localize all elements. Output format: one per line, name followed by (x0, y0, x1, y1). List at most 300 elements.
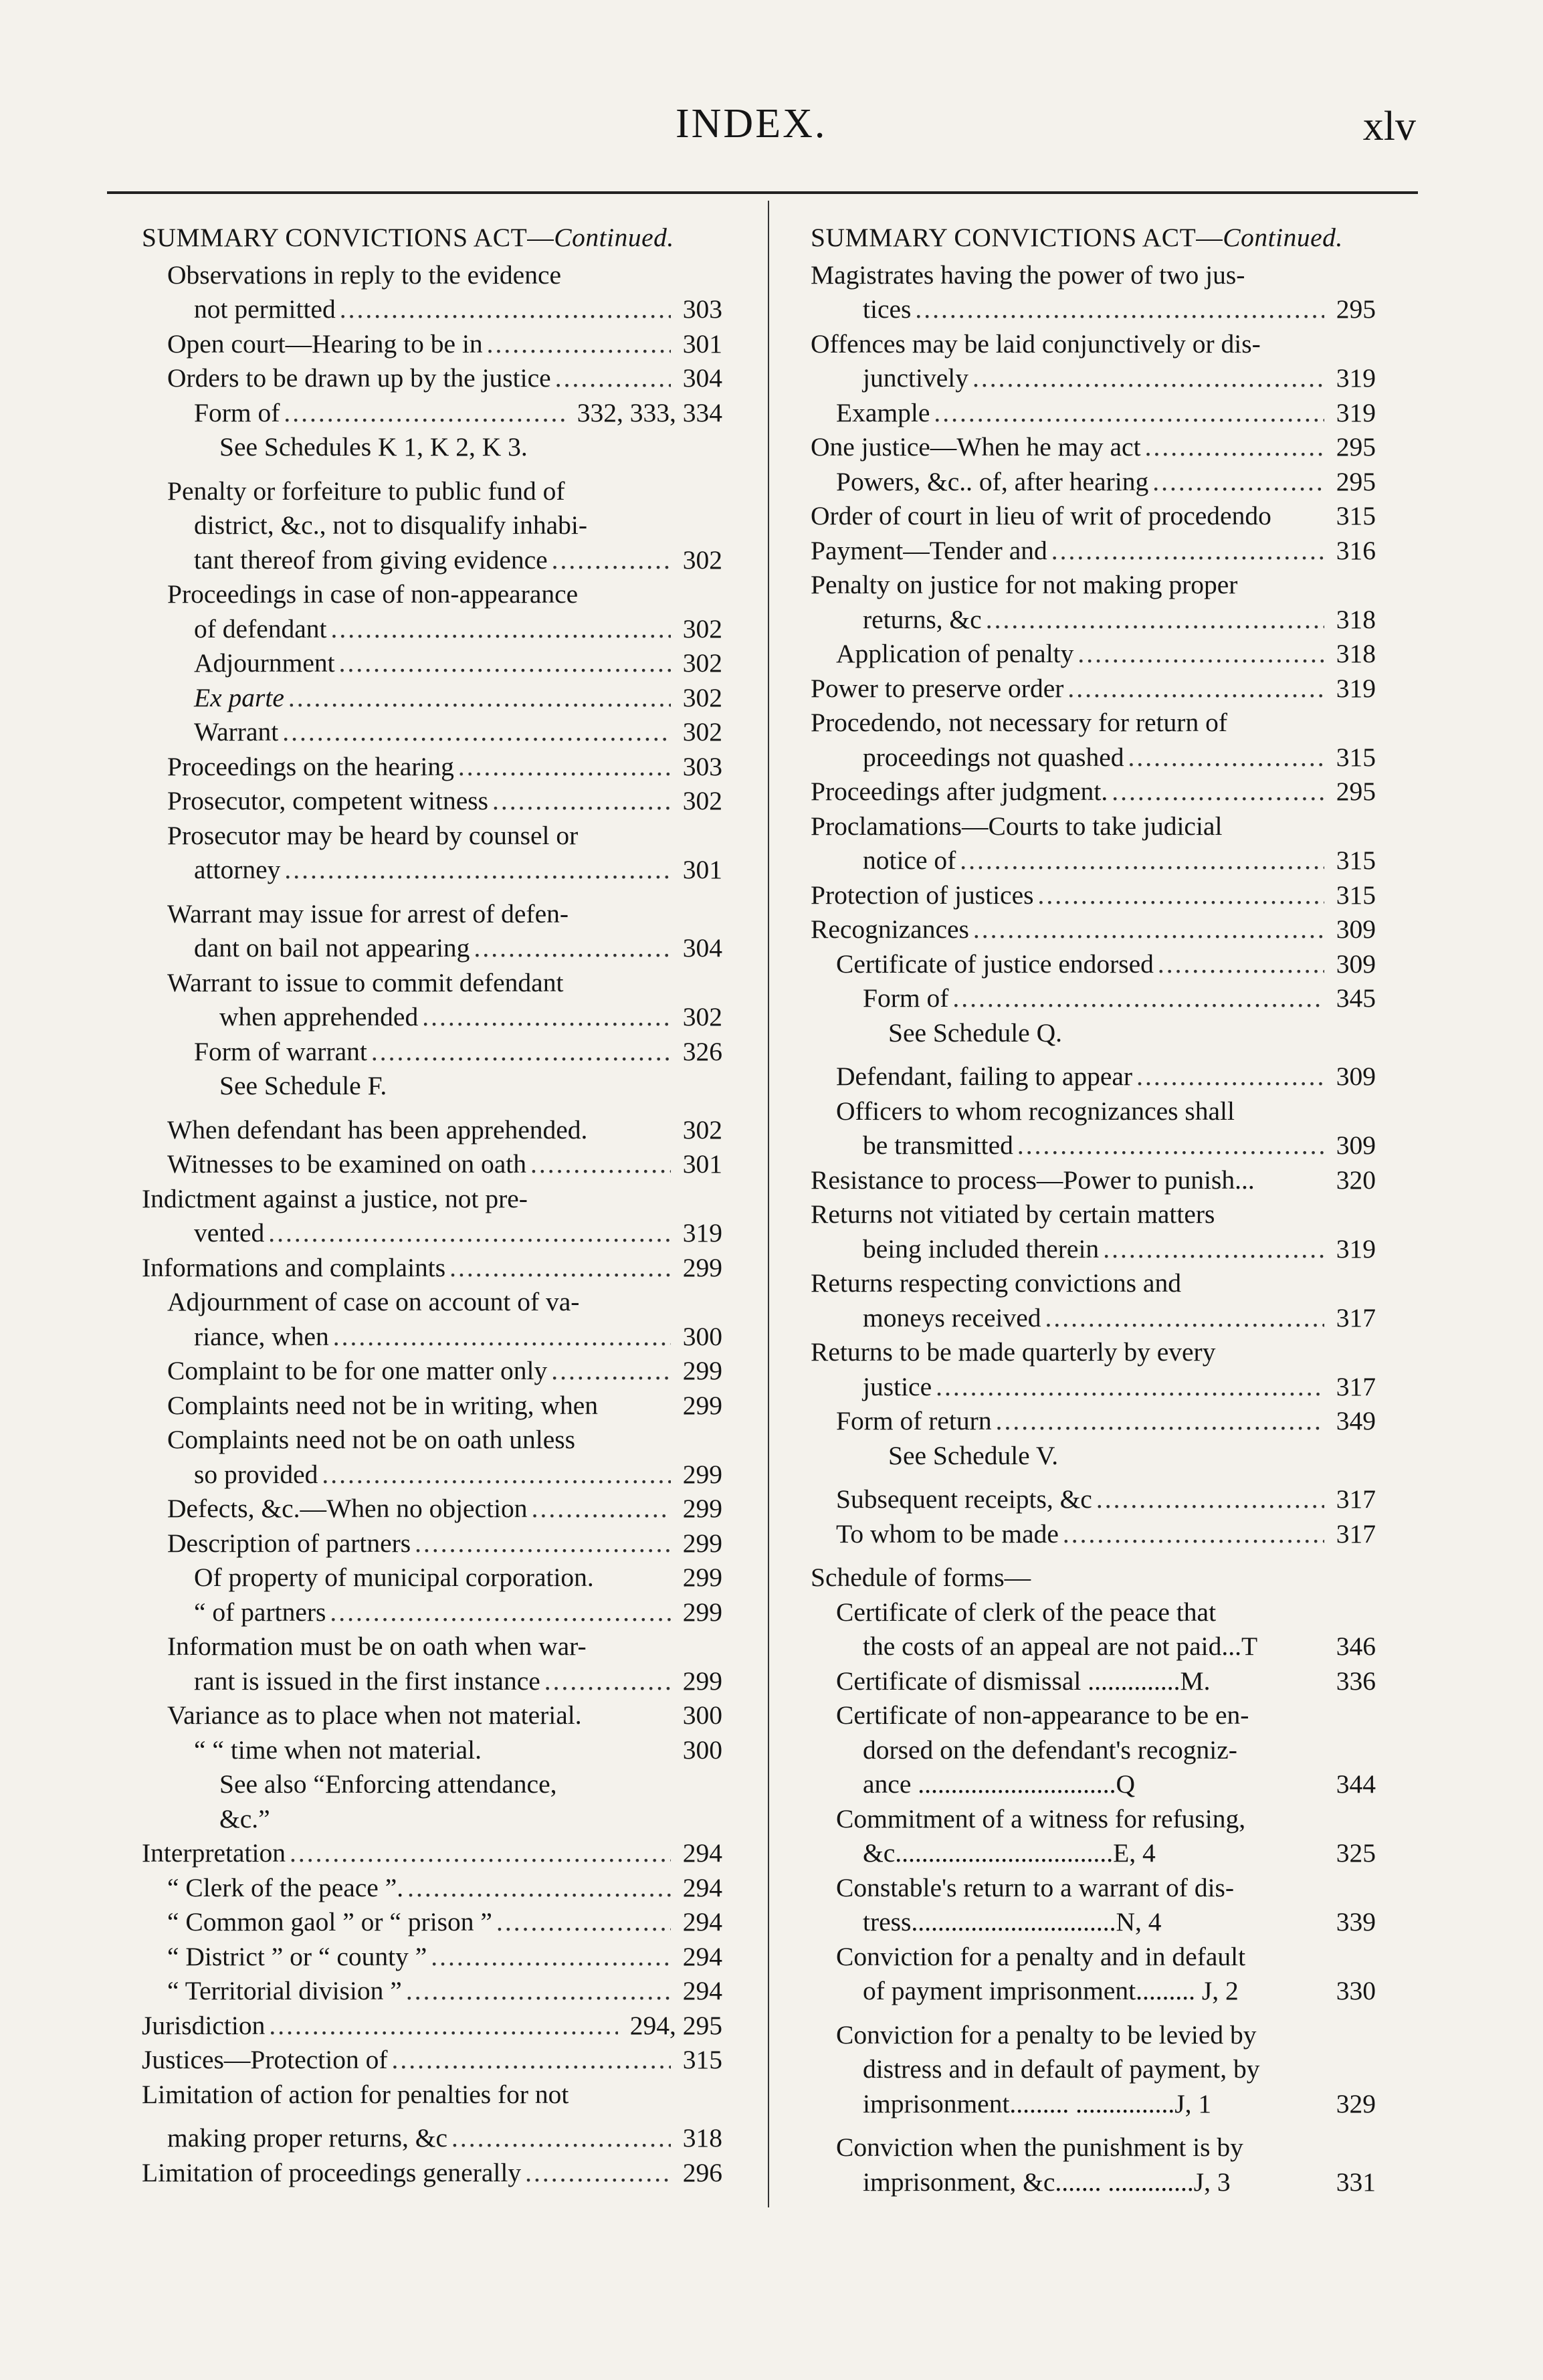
dot-leader (1051, 534, 1324, 569)
index-entry (142, 1733, 722, 1768)
entry-page-ref: 326 (682, 1036, 722, 1066)
entry-page-ref: 302 (682, 717, 722, 747)
entry-text: imprisonment......... ...............J, 1 (863, 2088, 1212, 2118)
right-entry-list (811, 258, 1376, 2200)
dot-leader (290, 1836, 671, 1871)
entry-text: Certificate of justice endorsed (836, 949, 1154, 979)
index-entry (811, 1836, 1376, 1871)
index-entry (142, 1974, 722, 2009)
entry-text: Conviction for a penalty to be levied by (836, 2019, 1257, 2050)
entry-text: be transmitted (863, 1130, 1013, 1160)
entry-page-ref: 302 (682, 786, 722, 815)
index-entry (811, 1940, 1376, 1975)
index-entry (811, 1482, 1376, 1517)
entry-page-ref: 345 (1336, 983, 1376, 1013)
entry-page-ref: 304 (682, 933, 722, 963)
dot-leader (936, 1370, 1324, 1405)
entry-text: &c.................................E, 4 (863, 1838, 1156, 1868)
entry-text: Returns not vitiated by certain matters (811, 1199, 1215, 1229)
dot-leader (525, 2156, 671, 2191)
index-entry (142, 646, 722, 681)
entry-page-ref: 318 (682, 2123, 722, 2153)
index-entry (142, 750, 722, 785)
dot-leader (331, 612, 671, 647)
entry-page-ref: 302 (682, 682, 722, 712)
entry-text: Conviction for a penalty and in default (836, 1941, 1246, 1971)
entry-text: Complaints need not be on oath unless (167, 1425, 575, 1454)
index-entry (811, 1561, 1376, 1595)
entry-text: vented (194, 1218, 265, 1248)
index-entry (142, 1561, 722, 1595)
entry-page-ref: 346 (1336, 1631, 1376, 1661)
index-entry (142, 681, 722, 716)
index-entry (142, 543, 722, 578)
index-entry (811, 534, 1376, 569)
index-entry (142, 1698, 722, 1733)
index-entry (811, 1370, 1376, 1405)
index-entry (811, 465, 1376, 500)
index-entry (142, 1458, 722, 1492)
dot-leader (407, 1871, 671, 1906)
entry-text: of payment imprisonment......... J, 2 (863, 1976, 1239, 2005)
entry-page-ref: 315 (1336, 501, 1376, 530)
dot-leader (973, 912, 1324, 947)
entry-page-ref: 319 (1336, 397, 1376, 427)
entry-text: Subsequent receipts, &c (836, 1484, 1092, 1514)
entry-text: justice (863, 1371, 932, 1401)
entry-text: “ Territorial division ” (167, 1976, 402, 2005)
entry-text: Complaints need not be in writing, when (167, 1390, 598, 1420)
dot-leader (288, 681, 671, 716)
right-heading-continued: Continued. (1223, 223, 1343, 252)
entry-page-ref: 320 (1336, 1165, 1376, 1195)
dot-leader (415, 1526, 671, 1561)
dot-leader (1077, 637, 1324, 672)
dot-leader (551, 1354, 671, 1389)
entry-page-ref: 319 (1336, 363, 1376, 393)
entry-text: attorney (194, 855, 281, 884)
dot-leader (1136, 1060, 1324, 1094)
entry-text: dorsed on the defendant's recogniz- (863, 1734, 1237, 1765)
dot-leader (996, 1404, 1324, 1439)
entry-text: See also “Enforcing attendance, (219, 1769, 557, 1799)
entry-page-ref: 315 (1336, 742, 1376, 772)
entry-text: Proceedings on the hearing (167, 751, 454, 781)
index-entry (142, 1940, 722, 1975)
entry-text: returns, &c (863, 604, 982, 634)
dot-leader (392, 2043, 671, 2078)
entry-text: Application of penalty (836, 639, 1074, 668)
entry-page-ref: 315 (682, 2045, 722, 2074)
entry-page-ref: 294, 295 (629, 2010, 722, 2040)
entry-text: Prosecutor may be heard by counsel or (167, 820, 579, 850)
entry-text: Certificate of non-appearance to be en- (836, 1700, 1249, 1730)
index-entry (811, 603, 1376, 637)
entry-page-ref: 309 (1336, 1062, 1376, 1091)
index-entry (811, 1163, 1376, 1198)
dot-leader (1096, 1482, 1324, 1517)
index-entry (811, 1060, 1376, 1094)
entry-text: Returns respecting convictions and (811, 1268, 1181, 1298)
entry-text: Proceedings after judgment. (811, 777, 1108, 806)
entry-page-ref: 295 (1336, 777, 1376, 806)
dot-leader (282, 715, 671, 750)
index-entry (142, 2009, 722, 2044)
entry-text: Payment—Tender and (811, 535, 1047, 565)
entry-text: tant thereof from giving evidence (194, 544, 548, 575)
entry-text: tices (863, 294, 912, 324)
index-entry (811, 568, 1376, 603)
index-entry (142, 361, 722, 396)
entry-text: Form of return (836, 1406, 992, 1435)
index-entry (811, 1767, 1376, 1802)
index-entry (142, 1354, 722, 1389)
entry-text: Conviction when the punishment is by (836, 2133, 1243, 2162)
entry-page-ref: 332, 333, 334 (577, 397, 722, 427)
index-entry (811, 878, 1376, 913)
entry-text: “ “ time when not material. (194, 1734, 482, 1765)
index-entry (811, 775, 1376, 809)
index-entry (811, 361, 1376, 396)
dot-leader (431, 1940, 670, 1975)
entry-text: Offences may be laid conjunctively or dis- (811, 328, 1261, 359)
index-entry (142, 1000, 722, 1035)
dot-leader (284, 853, 670, 888)
entry-text: notice of (863, 846, 956, 875)
entry-text: district, &c., not to disqualify inhabi- (194, 510, 588, 540)
dot-leader (451, 2121, 671, 2156)
entry-text: Proclamations—Courts to take judicial (811, 811, 1223, 841)
entry-text: Interpretation (142, 1838, 286, 1868)
entry-text: junctively (863, 363, 968, 393)
entry-text: Observations in reply to the evidence (167, 260, 562, 290)
dot-leader (269, 2009, 617, 2044)
entry-text: See Schedule F. (219, 1071, 387, 1100)
index-entry (811, 499, 1376, 534)
index-entry (142, 612, 722, 647)
index-entry (142, 1905, 722, 1940)
index-entry (142, 2078, 722, 2112)
entry-text: Ex parte (194, 682, 284, 712)
entry-text: not permitted (194, 294, 336, 324)
entry-page-ref: 317 (1336, 1518, 1376, 1549)
dot-leader (322, 1458, 670, 1492)
entry-page-ref: 318 (1336, 604, 1376, 634)
entry-text: Jurisdiction (142, 2010, 266, 2040)
index-entry (811, 258, 1376, 293)
dot-leader (406, 1974, 671, 2009)
entry-text: Witnesses to be examined on oath (167, 1149, 527, 1179)
left-column (142, 221, 722, 2190)
index-entry (811, 1232, 1376, 1267)
entry-text: See Schedule V. (888, 1440, 1059, 1470)
entry-text: riance, when (194, 1321, 329, 1351)
entry-page-ref: 295 (1336, 432, 1376, 462)
entry-text: Form of (863, 983, 949, 1013)
entry-page-ref: 300 (682, 1734, 722, 1765)
entry-text: Of property of municipal corporation. (194, 1563, 594, 1592)
dot-leader (952, 981, 1324, 1016)
entry-page-ref: 294 (682, 1872, 722, 1902)
entry-text: Limitation of action for penalties for not (142, 2079, 569, 2109)
entry-text: Resistance to process—Power to punish... (811, 1165, 1255, 1195)
entry-text: imprisonment, &c....... .............J, 3 (863, 2167, 1231, 2197)
entry-page-ref: 331 (1336, 2167, 1376, 2197)
entry-text: Prosecutor, competent witness (167, 786, 488, 815)
index-entry (811, 292, 1376, 327)
entry-text: proceedings not quashed (863, 742, 1124, 772)
dot-leader (915, 292, 1324, 327)
index-entry (142, 1389, 722, 1423)
index-entry (811, 1698, 1376, 1733)
index-entry (142, 1664, 722, 1699)
entry-text: Adjournment of case on account of va- (167, 1287, 580, 1316)
index-entry (811, 844, 1376, 878)
index-entry (142, 2121, 722, 2156)
entry-page-ref: 303 (682, 294, 722, 324)
dot-leader (1063, 1517, 1324, 1552)
entry-text: Penalty on justice for not making proper (811, 570, 1238, 599)
entry-text: Commitment of a witness for refusing, (836, 1803, 1246, 1833)
dot-leader (1158, 947, 1324, 982)
column-divider (768, 201, 769, 2207)
entry-text: the costs of an appeal are not paid...T (863, 1631, 1258, 1661)
index-entry (142, 2156, 722, 2191)
index-entry (142, 1251, 722, 1286)
entry-page-ref: 300 (682, 1700, 722, 1730)
dot-leader (1038, 878, 1324, 913)
index-entry (142, 1595, 722, 1630)
entry-page-ref: 349 (1336, 1406, 1376, 1435)
dot-leader (1128, 740, 1324, 775)
entry-text: Example (836, 397, 930, 427)
index-entry (142, 1069, 722, 1104)
dot-leader (532, 1492, 671, 1526)
entry-page-ref: 304 (682, 363, 722, 393)
index-entry (811, 1266, 1376, 1301)
entry-text: tress...............................N, 4 (863, 1907, 1162, 1937)
entry-page-ref: 299 (682, 1459, 722, 1489)
index-entry (811, 1517, 1376, 1552)
entry-text: Indictment against a justice, not pre- (142, 1183, 528, 1213)
index-entry (811, 912, 1376, 947)
entry-text: Limitation of proceedings generally (142, 2157, 522, 2187)
entry-page-ref: 344 (1336, 1769, 1376, 1799)
entry-text: Officers to whom recognizances shall (836, 1096, 1235, 1126)
entry-page-ref: 309 (1336, 949, 1376, 979)
dot-leader (330, 1595, 670, 1630)
entry-page-ref: 302 (682, 648, 722, 678)
dot-leader (555, 361, 671, 396)
entry-text: Open court—Hearing to be in (167, 328, 483, 359)
index-entry (811, 1439, 1376, 1474)
entry-text: making proper returns, &c (167, 2123, 448, 2153)
entry-text: Informations and complaints (142, 1252, 446, 1282)
index-entry (142, 1035, 722, 1070)
entry-text: &c.” (219, 1803, 270, 1833)
index-entry (142, 1629, 722, 1664)
entry-page-ref: 339 (1336, 1907, 1376, 1937)
right-heading (811, 221, 1376, 256)
entry-page-ref: 330 (1336, 1976, 1376, 2005)
dot-leader (339, 646, 671, 681)
index-entry (811, 1664, 1376, 1699)
index-entry (142, 1113, 722, 1148)
entry-page-ref: 316 (1336, 535, 1376, 565)
dot-leader (449, 1251, 671, 1286)
index-entry (142, 1320, 722, 1355)
entry-page-ref: 301 (682, 855, 722, 884)
index-entry (811, 809, 1376, 844)
index-entry (142, 474, 722, 509)
dot-leader (474, 931, 670, 966)
dot-leader (986, 603, 1324, 637)
index-entry (142, 2043, 722, 2078)
right-heading-text: SUMMARY CONVICTIONS ACT— (811, 223, 1223, 252)
dot-leader (1152, 465, 1324, 500)
entry-page-ref: 301 (682, 328, 722, 359)
dot-leader (1112, 775, 1324, 809)
entry-page-ref: 317 (1336, 1302, 1376, 1332)
dot-leader (333, 1320, 671, 1355)
dot-leader (284, 396, 564, 431)
dot-leader (1103, 1232, 1324, 1267)
left-heading-text: SUMMARY CONVICTIONS ACT— (142, 223, 554, 252)
entry-page-ref: 302 (682, 1114, 722, 1145)
entry-page-ref: 315 (1336, 880, 1376, 910)
index-entry (811, 1197, 1376, 1232)
entry-text: being included therein (863, 1233, 1100, 1264)
index-entry (811, 1733, 1376, 1768)
entry-text: Procedendo, not necessary for return of (811, 708, 1227, 737)
index-entry (142, 1526, 722, 1561)
index-entry (811, 1301, 1376, 1336)
entry-page-ref: 294 (682, 1976, 722, 2005)
right-column (811, 221, 1376, 2199)
dot-leader (544, 1664, 671, 1699)
index-entry (142, 1182, 722, 1217)
index-entry (142, 853, 722, 888)
entry-text: Information must be on oath when war- (167, 1631, 587, 1661)
index-entry (811, 1905, 1376, 1940)
entry-text: Warrant may issue for arrest of defen- (167, 898, 569, 928)
entry-page-ref: 299 (682, 1666, 722, 1696)
index-entry (142, 966, 722, 1001)
index-entry (142, 931, 722, 966)
index-entry (142, 1423, 722, 1458)
dot-leader (1145, 430, 1324, 465)
entry-text: of defendant (194, 613, 327, 643)
entry-text: so provided (194, 1459, 318, 1489)
index-entry (811, 1016, 1376, 1051)
dot-leader (1045, 1301, 1324, 1336)
entry-text: “ District ” or “ county ” (167, 1941, 427, 1971)
entry-text: Penalty or forfeiture to public fund of (167, 476, 565, 506)
dot-leader (1067, 672, 1324, 706)
entry-page-ref: 315 (1336, 846, 1376, 875)
entry-text: Proceedings in case of non-appearance (167, 579, 579, 609)
entry-text: Description of partners (167, 1528, 411, 1558)
entry-page-ref: 299 (682, 1528, 722, 1558)
index-entry (142, 396, 722, 431)
index-entry (811, 1335, 1376, 1370)
entry-page-ref: 302 (682, 1002, 722, 1031)
index-entry (811, 1595, 1376, 1630)
entry-text: Schedule of forms— (811, 1563, 1031, 1592)
index-entry (142, 1147, 722, 1182)
entry-text: when apprehended (219, 1002, 419, 1031)
page-header (0, 100, 1543, 161)
entry-text: Form of (194, 397, 280, 427)
index-entry (811, 430, 1376, 465)
entry-page-ref: 300 (682, 1321, 722, 1351)
index-entry (142, 258, 722, 293)
entry-text: Recognizances (811, 914, 969, 944)
dot-leader (530, 1147, 671, 1182)
index-entry (811, 1128, 1376, 1163)
page-title: INDEX. (676, 101, 827, 146)
entry-text: Protection of justices (811, 880, 1034, 910)
index-entry (142, 327, 722, 362)
index-entry (142, 430, 722, 465)
dot-leader (934, 396, 1324, 431)
header-rule (107, 191, 1418, 194)
entry-text: Returns to be made quarterly by every (811, 1337, 1216, 1367)
entry-text: Orders to be drawn up by the justice (167, 363, 551, 393)
index-entry (811, 1629, 1376, 1664)
entry-page-ref: 309 (1336, 1130, 1376, 1160)
entry-text: Justices—Protection of (142, 2045, 388, 2074)
entry-text: Variance as to place when not material. (167, 1700, 582, 1730)
entry-text: Complaint to be for one matter only (167, 1356, 548, 1385)
dot-leader (340, 292, 671, 327)
entry-page-ref: 325 (1336, 1838, 1376, 1868)
entry-page-ref: 295 (1336, 294, 1376, 324)
index-entry (811, 740, 1376, 775)
index-entry (142, 1871, 722, 1906)
left-heading-continued: Continued. (554, 223, 674, 252)
entry-text: Defects, &c.—When no objection (167, 1494, 528, 1523)
entry-text: Certificate of clerk of the peace that (836, 1597, 1217, 1627)
entry-page-ref: 317 (1336, 1484, 1376, 1514)
entry-text: dant on bail not appearing (194, 933, 470, 963)
dot-leader (487, 327, 671, 362)
entry-page-ref: 294 (682, 1838, 722, 1868)
index-entry (142, 508, 722, 543)
entry-page-ref: 317 (1336, 1371, 1376, 1401)
index-entry (811, 1094, 1376, 1129)
index-entry (811, 2052, 1376, 2087)
entry-page-ref: 336 (1336, 1666, 1376, 1696)
entry-page-ref: 294 (682, 1907, 722, 1937)
dot-leader (492, 784, 671, 819)
index-entry (811, 947, 1376, 982)
entry-text: One justice—When he may act (811, 432, 1141, 462)
index-entry (811, 1802, 1376, 1837)
left-entry-list (142, 258, 722, 2191)
entry-text: “ Common gaol ” or “ prison ” (167, 1907, 492, 1937)
entry-page-ref: 319 (1336, 673, 1376, 703)
left-heading (142, 221, 722, 256)
entry-page-ref: 303 (682, 751, 722, 781)
entry-page-ref: 318 (1336, 639, 1376, 668)
index-entry (811, 981, 1376, 1016)
dot-leader (371, 1035, 671, 1070)
index-entry (811, 1871, 1376, 1906)
index-entry (142, 1767, 722, 1802)
entry-text: Powers, &c.. of, after hearing (836, 466, 1149, 496)
index-entry (811, 327, 1376, 362)
